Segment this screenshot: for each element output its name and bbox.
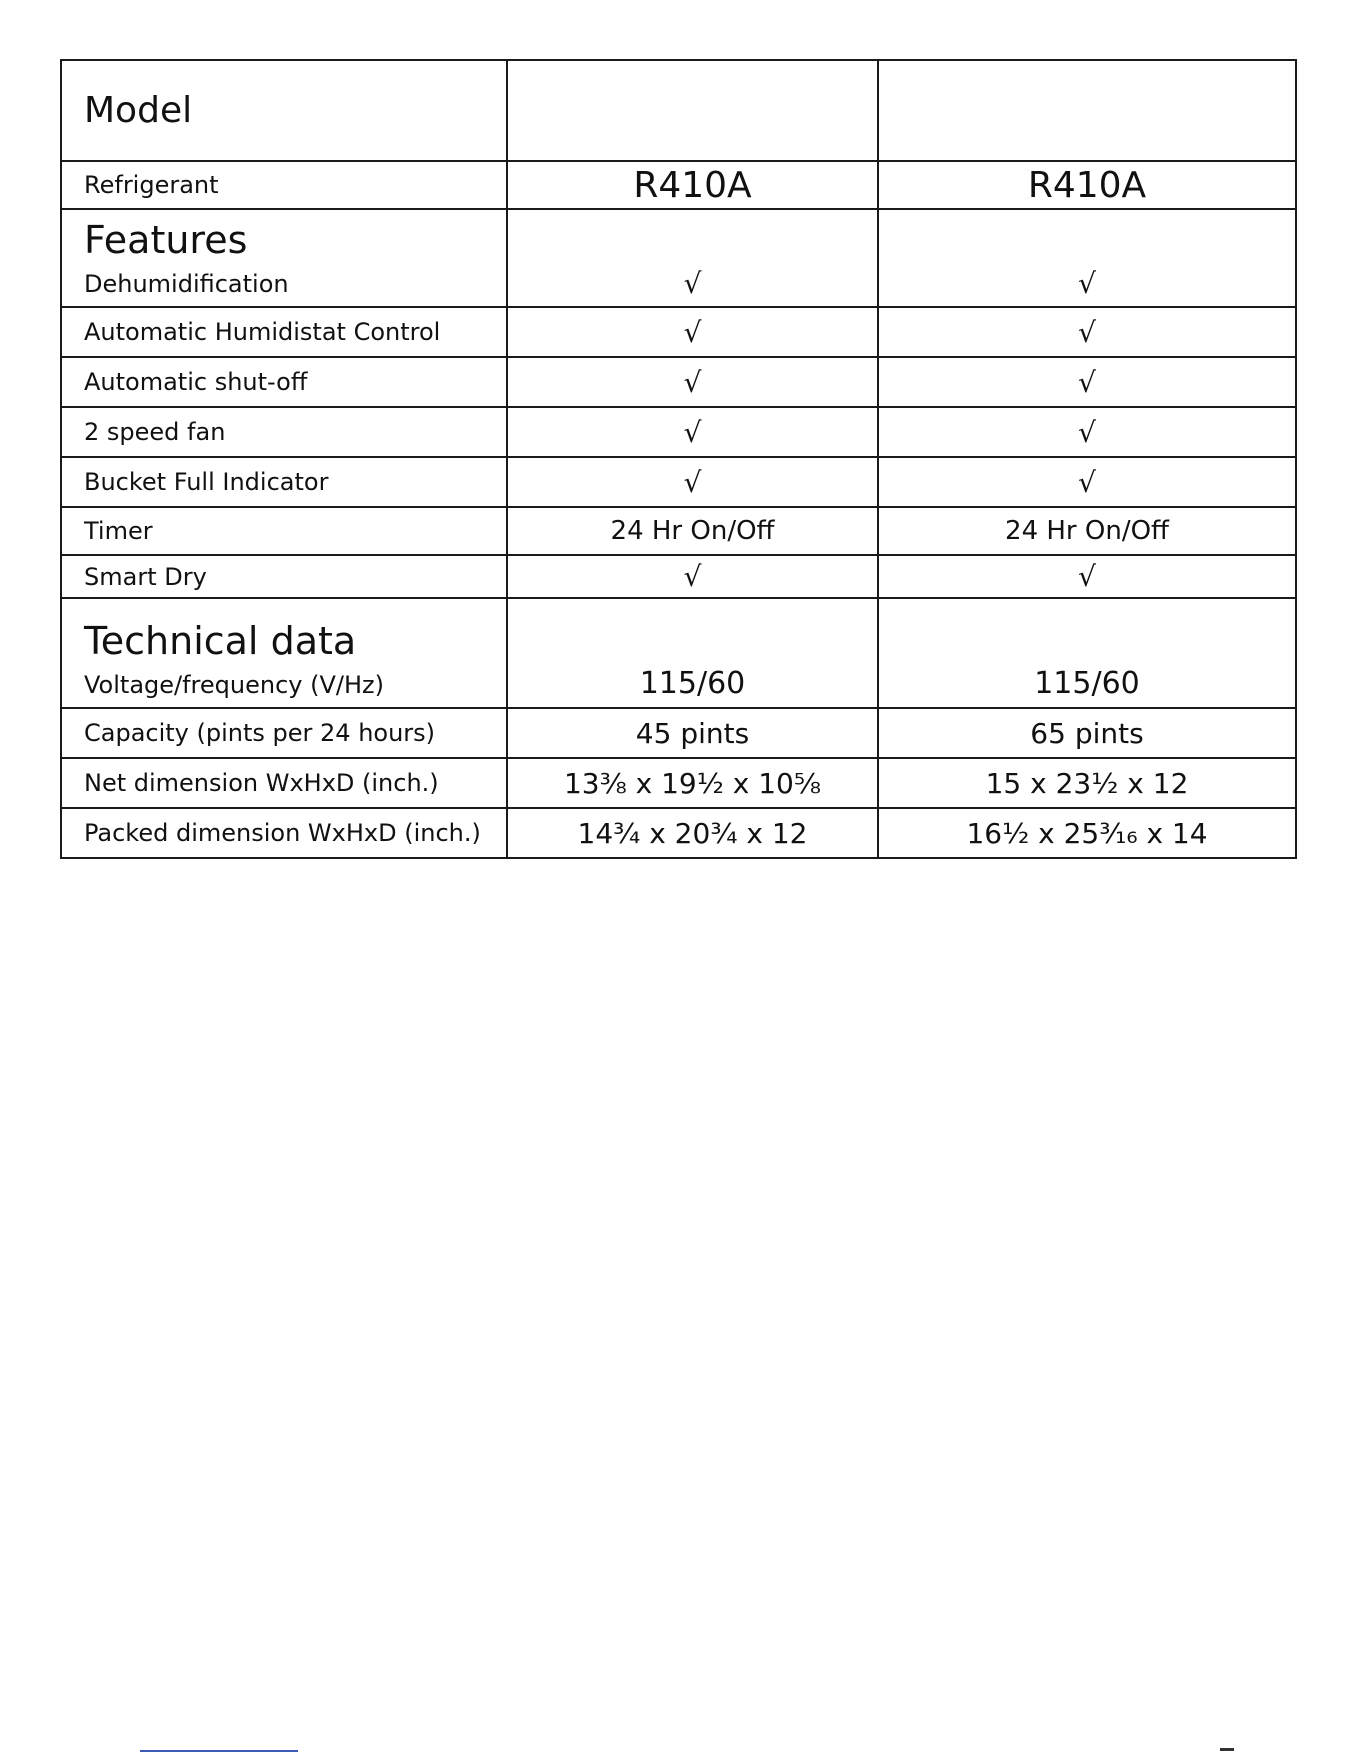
table-row	[61, 808, 1296, 858]
spec-table	[60, 59, 1297, 859]
feature-col2-check: √	[878, 209, 1296, 307]
tech-label: Net dimension WxHxD (inch.)	[61, 758, 507, 808]
tech-col2-value: 16½ x 25³⁄₁₆ x 14	[878, 808, 1296, 858]
tech-col1-value: 115/60	[507, 598, 878, 708]
feature-col1-check: √	[507, 555, 878, 598]
model-label-cell	[61, 60, 507, 161]
table-row	[61, 357, 1296, 407]
tech-col1-value: 45 pints	[507, 708, 878, 758]
feature-label: Automatic Humidistat Control	[61, 307, 507, 357]
timer-col2: 24 Hr On/Off	[878, 507, 1296, 555]
tech-col1-value: 14¾ x 20¾ x 12	[507, 808, 878, 858]
tech-label: Capacity (pints per 24 hours)	[61, 708, 507, 758]
refrigerant-col1: R410A	[507, 161, 878, 209]
table-row	[61, 708, 1296, 758]
feature-col1-check: √	[507, 357, 878, 407]
table-row	[61, 598, 1296, 708]
table-row	[61, 307, 1296, 357]
feature-col1-check: √	[507, 407, 878, 457]
features-heading: Features	[84, 218, 248, 262]
feature-col2-check: √	[878, 357, 1296, 407]
table-row	[61, 555, 1296, 598]
tech-col2-value: 65 pints	[878, 708, 1296, 758]
table-row	[61, 161, 1296, 209]
table-row	[61, 457, 1296, 507]
table-row	[61, 60, 1296, 161]
feature-label: 2 speed fan	[61, 407, 507, 457]
feature-col1-check: √	[507, 307, 878, 357]
refrigerant-label: Refrigerant	[61, 161, 507, 209]
tech-col1-value: 13⅜ x 19½ x 10⅝	[507, 758, 878, 808]
footer-mark	[1220, 1748, 1234, 1751]
refrigerant-col2: R410A	[878, 161, 1296, 209]
feature-col2-check: √	[878, 307, 1296, 357]
feature-label: Dehumidification	[84, 270, 289, 298]
table-row	[61, 507, 1296, 555]
model-label: Model	[84, 90, 193, 131]
footer-link-underline	[140, 1750, 298, 1752]
tech-label: Packed dimension WxHxD (inch.)	[61, 808, 507, 858]
table-row	[61, 209, 1296, 307]
tech-col2-value: 115/60	[878, 598, 1296, 708]
technical-section-cell	[61, 598, 507, 708]
model-col2-cell	[878, 60, 1296, 161]
tech-col2-value: 15 x 23½ x 12	[878, 758, 1296, 808]
feature-col2-check: √	[878, 457, 1296, 507]
table-row	[61, 407, 1296, 457]
feature-col2-check: √	[878, 555, 1296, 598]
feature-label: Smart Dry	[61, 555, 507, 598]
feature-label: Bucket Full Indicator	[61, 457, 507, 507]
technical-heading: Technical data	[84, 619, 357, 663]
feature-col1-check: √	[507, 457, 878, 507]
model-col1-cell	[507, 60, 878, 161]
timer-col1: 24 Hr On/Off	[507, 507, 878, 555]
tech-label: Voltage/frequency (V/Hz)	[84, 671, 384, 699]
feature-col1-check: √	[507, 209, 878, 307]
feature-col2-check: √	[878, 407, 1296, 457]
features-section-cell	[61, 209, 507, 307]
feature-label: Timer	[61, 507, 507, 555]
feature-label: Automatic shut-off	[61, 357, 507, 407]
table-row	[61, 758, 1296, 808]
